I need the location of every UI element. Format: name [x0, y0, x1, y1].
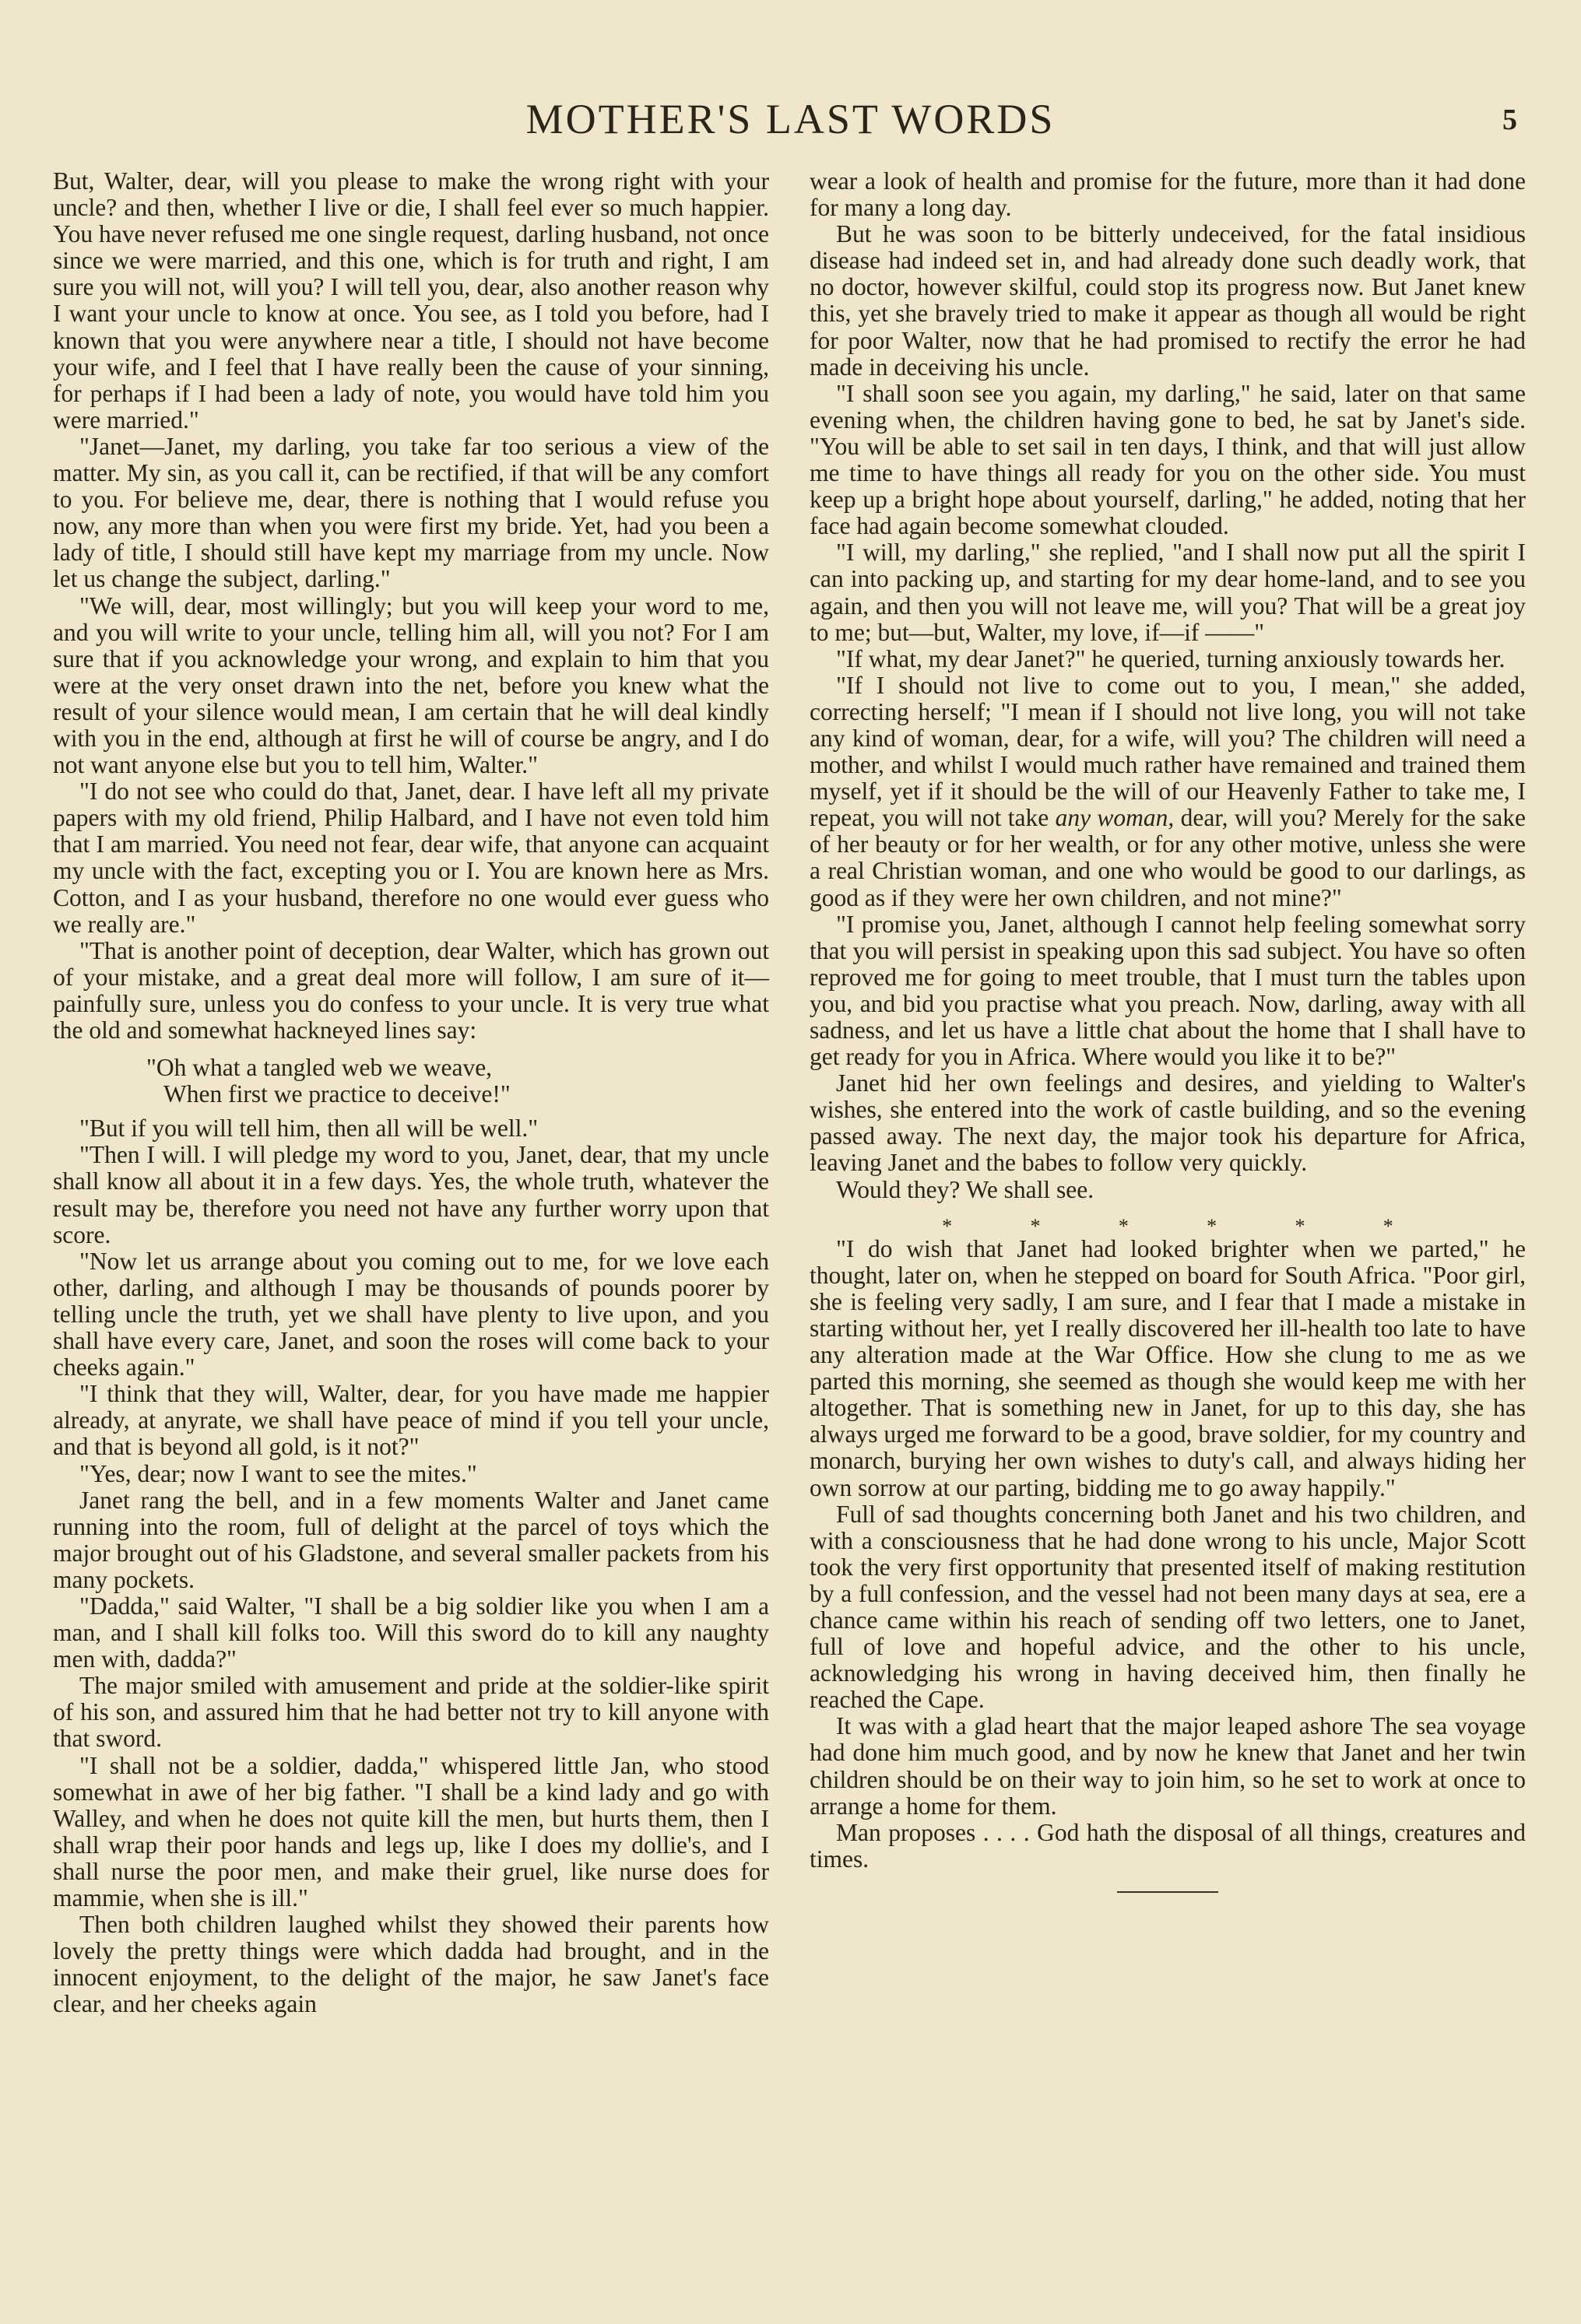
paragraph: Then both children laughed whilst they showed their parents how lovely the pretty things were which dadda had brought, and in the innocent enjoyment, to the delight of the major, he saw Janet's face clear, and her cheeks again — [53, 1911, 769, 2018]
paragraph-text: dear, will you? Merely for the sake of her beauty or for her wealth, or for any other motive, unless she were a real Christian woman, and one who would be good to our darlings, as good as if they were her own children, and not mine?" — [810, 804, 1527, 911]
paragraph: "But if you will tell him, then all will be well." — [79, 1115, 539, 1143]
paragraph: It was with a glad heart that the major leaped ashore The sea voyage had done him much good, and by now he knew that Janet and her twin children should be on their way to join him, so he set to work at once to arrange a home for them. — [810, 1712, 1526, 1820]
paragraph: Would they? We shall see. — [836, 1175, 1094, 1203]
page-number: 5 — [1502, 104, 1517, 136]
left-column — [53, 168, 769, 2017]
verse-line: When first we practice to deceive!" — [163, 1080, 511, 1108]
paragraph: Janet hid her own feelings and desires, and yielding to Walter's wishes, she entered into the work of castle building, and so the evening passed away. The next day, the major took his departure for Africa, leaving Janet and the babes to follow very quickly. — [810, 1069, 1526, 1177]
paragraph: "I will, my darling," she replied, "and I shall now put all the spirit I can into packing up, and starting for my dear home-land, and to see you again, and then you will not leave me, will you? That will be a great joy to me; but—but, Walter, my love, if—if ——" — [810, 539, 1526, 646]
verse-line: "Oh what a tangled web we weave, — [146, 1054, 493, 1082]
paragraph: "I shall soon see you again, my darling," he said, later on that same evening when, the children having gone to bed, he sat by Janet's side. "You will be able to set sail in ten days, I think, and that will just allow me time to have things all ready for you on the other side. You must keep up a bright hope about yourself, darling," he added, noting that her face had again become somewhat clouded. — [810, 379, 1526, 540]
paragraph: "I do not see who could do that, Janet, dear. I have left all my private papers with my old friend, Philip Halbard, and I have not even told him that I am married. You need not fear, dear wife, that anyone can acquaint my uncle with the fact, excepting you or I. You are known here as Mrs. Cotton, and I as your husband, therefore no one would ever guess who we really are." — [53, 778, 769, 938]
paragraph: "Janet—Janet, my darling, you take far too serious a view of the matter. My sin, as you call it, can be rectified, if that will be any comfort to you. For believe me, dear, there is nothing that I would refuse you now, any more than when you were first my bride. Yet, had you been a lady of title, I should still have kept my marriage from my uncle. Now let us change the subject, darling." — [53, 432, 769, 593]
paragraph: "Dadda," said Walter, "I shall be a big soldier like you when I am a man, and I shall kill folks too. Will this sword do to kill any naughty men with, dadda?" — [53, 1592, 769, 1673]
paragraph: Full of sad thoughts concerning both Janet and his two children, and with a consciousness that he had done wrong to his uncle, Major Scott took the very first opportunity that presented itself of making restitution by a full confession, and the vessel had not been many days at sea, ere a chance came within his reach of sending off two letters, one to Janet, full of love and hopeful advice, and the other to his uncle, acknowledging his wrong in having deceived him, then finally he reached the Cape. — [810, 1500, 1526, 1714]
paragraph: "I do wish that Janet had looked brighter when we parted," he thought, later on, when he stepped on board for South Africa. "Poor girl, she is feeling very sadly, I am sure, and I fear that I made a mistake in starting without her, yet I really discovered her ill-health too late to have any alteration made at the War Office. How she clung to me as we parted this morning, she seemed as though she would keep me with her altogether. That is something new in Janet, for up to this day, she has always urged me forward to be a good, brave soldier, for my country and monarch, burying her own wishes to duty's call, and always hiding her own sorrow at our parting, bidding me to go away happily." — [810, 1234, 1526, 1501]
paragraph-text: "If I should not live to come out to you, I mean," she added, correcting herself; "I mean if I should not live long, you will not take any kind of woman, dear, for a wife, will you? The children will need a mother, and whilst I would much rather have remained and trained them myself, yet if it should be the will of our Heavenly Father to take me, I repeat, you will not take — [810, 671, 1526, 832]
running-title: MOTHER'S LAST WORDS — [525, 96, 1056, 142]
paragraph: "We will, dear, most willingly; but you will keep your word to me, and you will write to your uncle, telling him all, will you not? For I am sure that if you acknowledge your wrong, and explain to him that you were at the very onset drawn into the net, before you knew what the result of your silence would mean, I am certain that he will deal kindly with you in the end, although at first he will of course be angry, and I do not want anyone else but you to tell him, Walter." — [53, 592, 769, 779]
asterisk: * — [1118, 1214, 1129, 1237]
paragraph: "If what, my dear Janet?" he queried, turning anxiously towards her. — [836, 644, 1505, 672]
section-break — [810, 1214, 1526, 1237]
paragraph: "I shall not be a soldier, dadda," whispered little Jan, who stood somewhat in awe of her big father. "I shall be a kind lady and go with Walley, and when he does not quite kill the men, but hurts them, then I shall wrap their poor hands and legs up, like I does my dollie's, and I shall nurse the poor men, and make their gruel, like nurse does for mammie, when she is ill." — [53, 1751, 769, 1912]
paragraph: "That is another point of deception, dear Walter, which has grown out of your mistake, and a great deal more will follow, I am sure of it—painfully sure, unless you do confess to your uncle. It is very true what the old and somewhat hackneyed lines say: — [53, 936, 769, 1044]
verse-quote — [53, 1055, 769, 1108]
asterisk: * — [942, 1214, 953, 1237]
asterisk: * — [1295, 1214, 1305, 1237]
end-rule — [1117, 1891, 1218, 1893]
emphasis-text: any woman, — [1055, 804, 1175, 832]
right-column — [810, 168, 1526, 1893]
asterisk: * — [1030, 1214, 1041, 1237]
asterisk: * — [1382, 1214, 1393, 1237]
paragraph — [810, 672, 1526, 911]
paragraph: "Then I will. I will pledge my word to you, Janet, dear, that my uncle shall know all about it in a few days. Yes, the whole truth, whatever the result may be, therefore you need not have any further worry upon that score. — [53, 1141, 769, 1248]
paragraph: "Yes, dear; now I want to see the mites." — [79, 1459, 477, 1487]
paragraph: But he was soon to be bitterly undeceived, for the fatal insidious disease had indeed set in, and had already done such deadly work, that no doctor, however skilful, could stop its progress now. But Janet knew this, yet she bravely tried to make it appear as though all would be right for poor Walter, now that he had promised to rectify the error he had made in deceiving his uncle. — [810, 220, 1526, 381]
asterisk: * — [1207, 1214, 1217, 1237]
paragraph: Man proposes . . . . God hath the disposal of all things, creatures and times. — [810, 1818, 1526, 1873]
paragraph: "I promise you, Janet, although I cannot help feeling somewhat sorry that you will persist in speaking upon this sad subject. You have so often reproved me for going to meet trouble, that I must turn the tables upon you, and bid you practise what you preach. Now, darling, away with all sadness, and let us have a little chat about the home that I shall have to get ready for you in Africa. Where would you like it to be?" — [810, 910, 1526, 1071]
paragraph: wear a look of health and promise for the future, more than it had done for many a long day. — [810, 167, 1526, 222]
paragraph: "I think that they will, Walter, dear, for you have made me happier already, at anyrate, we shall have peace of mind if you tell your uncle, and that is beyond all gold, is it not?" — [53, 1380, 769, 1461]
paragraph: The major smiled with amusement and pride at the soldier-like spirit of his son, and assured him that he had better not try to kill anyone with that sword. — [53, 1672, 769, 1753]
paragraph: Janet rang the bell, and in a few moments Walter and Janet came running into the room, full of delight at the parcel of toys which the major brought out of his Gladstone, and several smaller packets from his many pockets. — [53, 1486, 769, 1593]
paragraph: But, Walter, dear, will you please to make the wrong right with your uncle? and then, whether I live or die, I shall feel ever so much happier. You have never refused me one single request, darling husband, not once since we were married, and this one, which is for truth and right, I am sure you will not, will you? I will tell you, dear, also another reason why I want your uncle to know at once. You see, as I told you before, had I known that you were anywhere near a title, I should not have become your wife, and I feel that I have really been the cause of your sinning, for perhaps if I had been a lady of note, you would have told him you were married." — [53, 167, 769, 434]
paragraph: "Now let us arrange about you coming out to me, for we love each other, darling, and although I may be thousands of pounds poorer by telling uncle the truth, yet we shall have plenty to live upon, and you shall have every care, Janet, and soon the roses will come back to your cheeks again." — [53, 1247, 769, 1381]
